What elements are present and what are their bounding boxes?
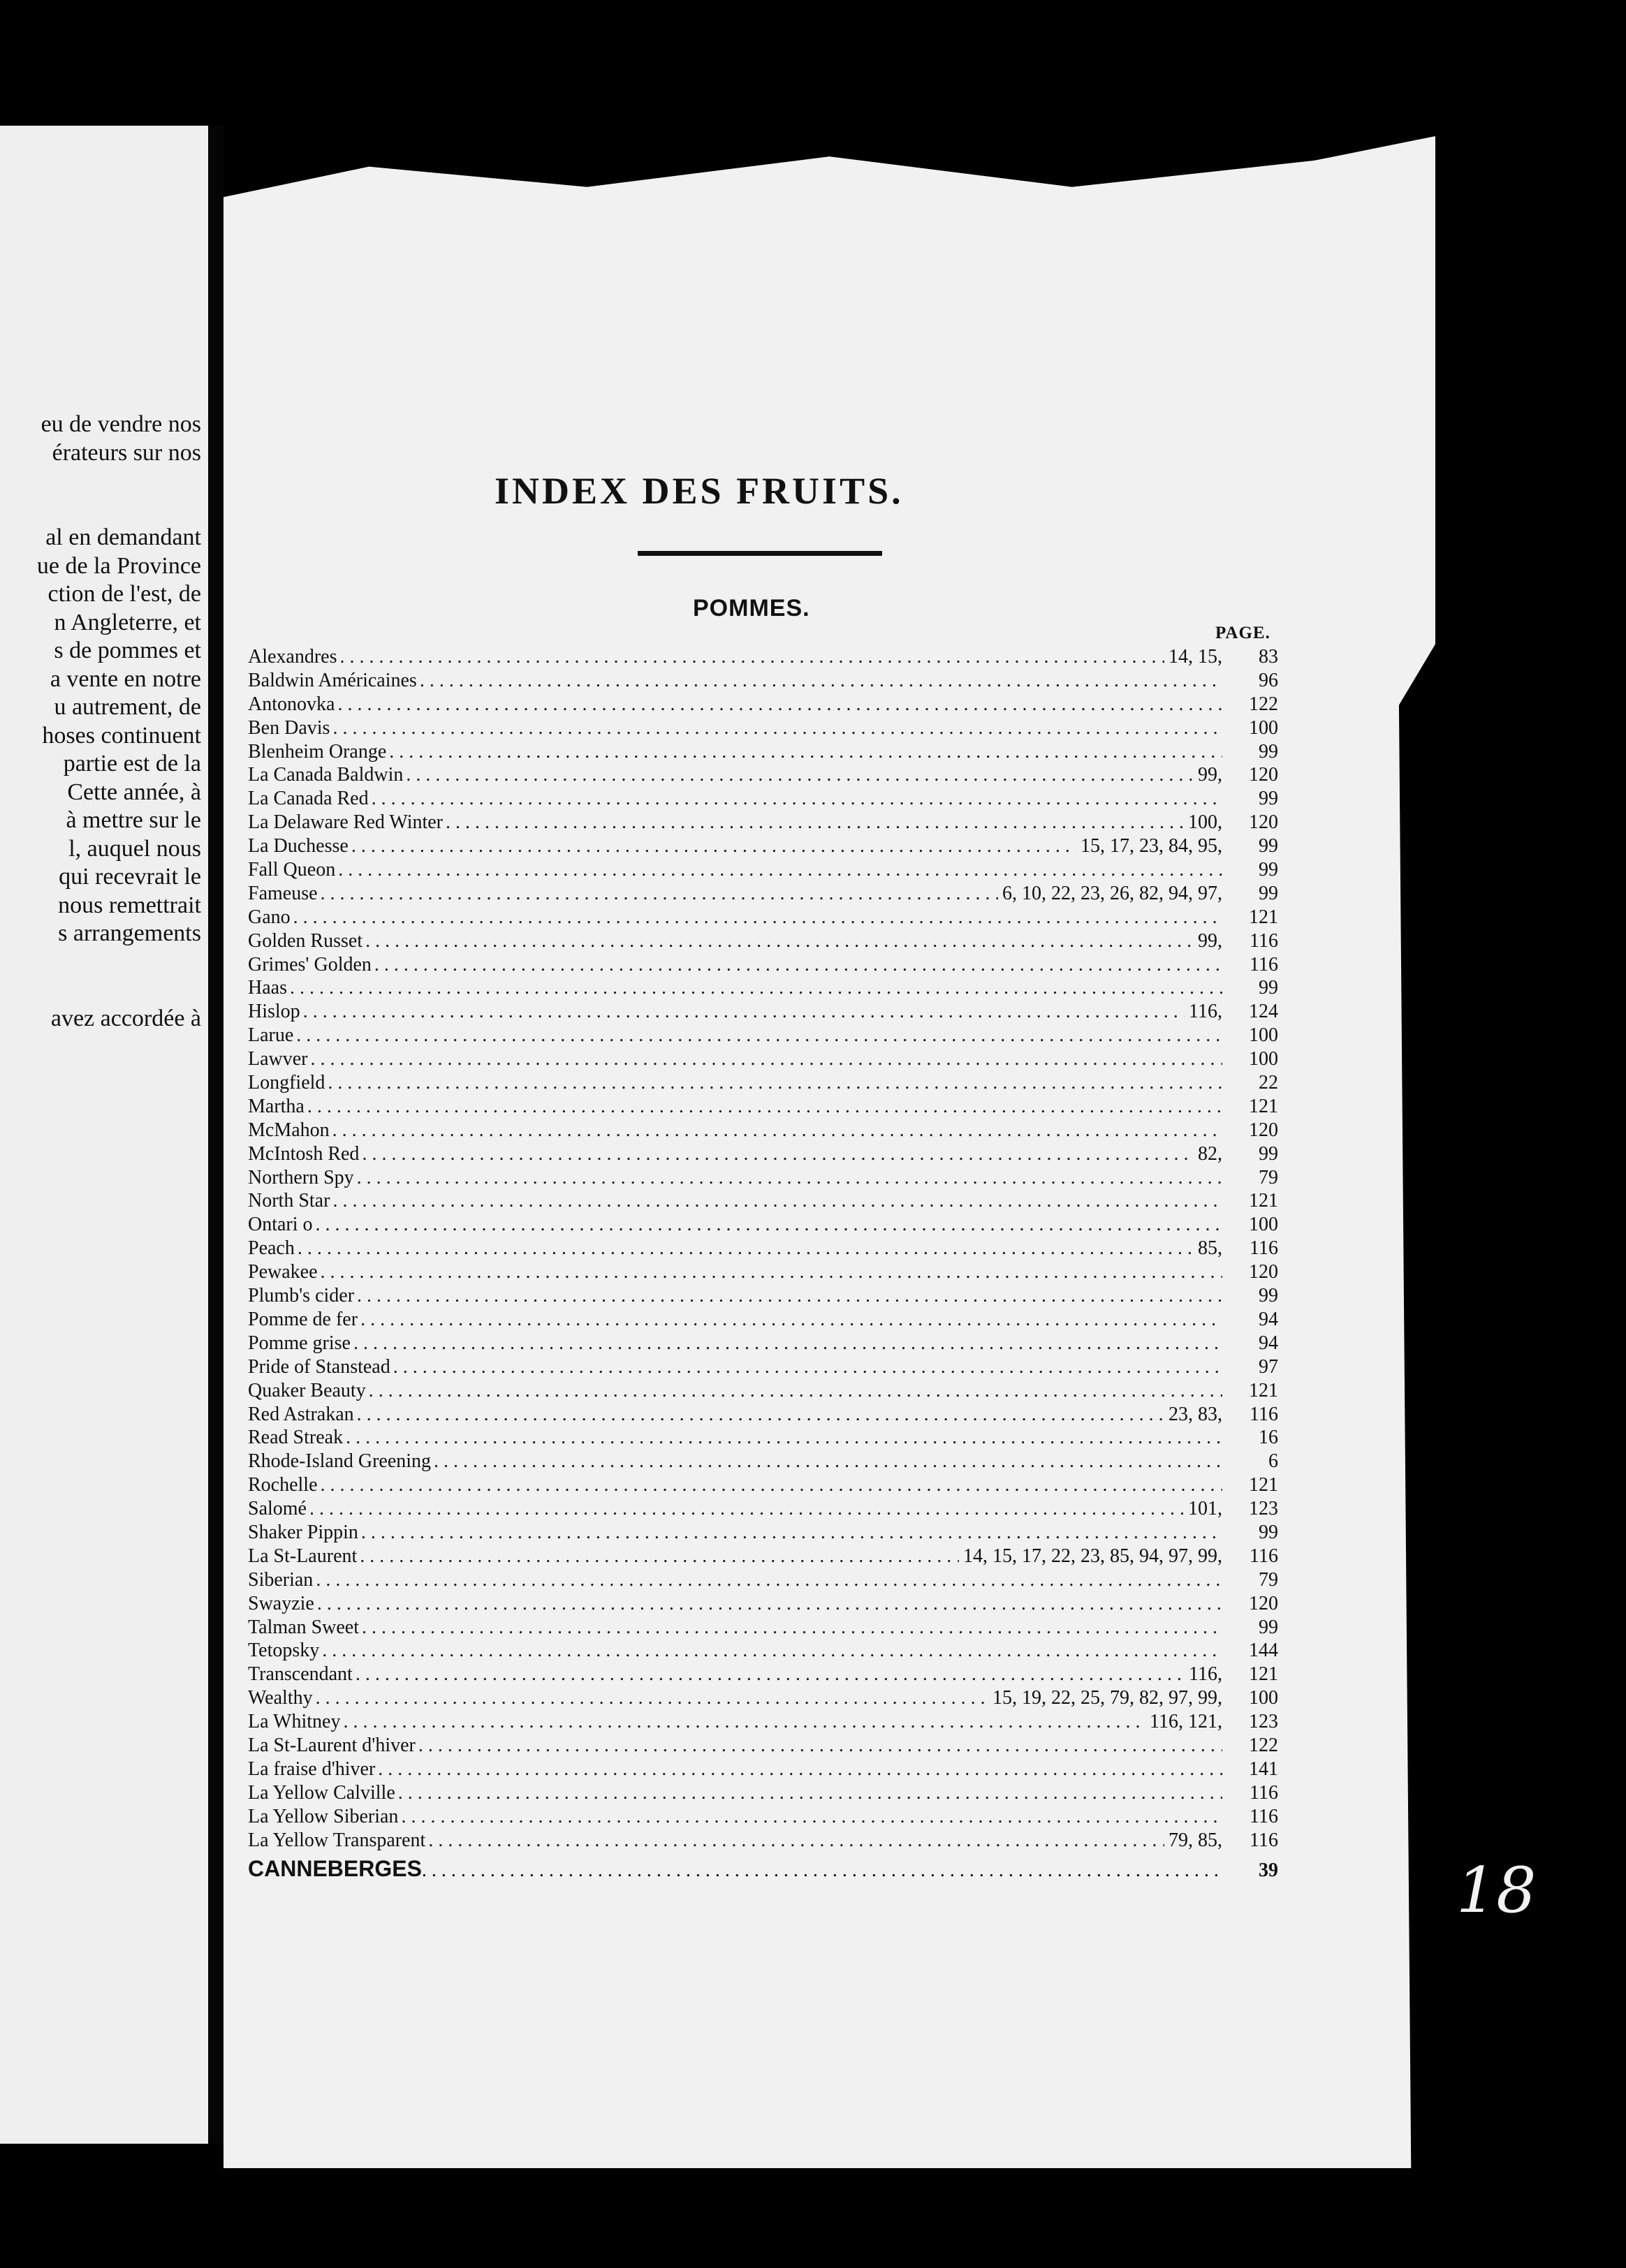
leader-dots: [303, 1000, 1185, 1024]
entry-page: 116: [1250, 929, 1278, 952]
entry-name: CANNEBERGES: [248, 1856, 422, 1881]
leader-dots: [365, 929, 1194, 953]
entry-name: La St-Laurent d'hiver: [248, 1734, 416, 1756]
leader-dots: [356, 1663, 1185, 1686]
entry-page: 100: [1249, 1048, 1278, 1070]
index-entry: [248, 1142, 1278, 1166]
page-column-header: PAGE.: [1215, 624, 1270, 642]
index-entry: [248, 1734, 1278, 1758]
leader-dots: [332, 1119, 1222, 1142]
left-page-line: ction de l'est, de: [47, 581, 201, 607]
entry-name: North Star: [248, 1190, 330, 1212]
index-entry: [248, 1781, 1278, 1805]
entry-page: 99: [1259, 1285, 1278, 1307]
entry-page: 99: [1259, 788, 1278, 810]
entry-name: La Whitney: [248, 1711, 341, 1733]
entry-name: Pewakee: [248, 1261, 318, 1283]
leader-dots: [296, 1024, 1222, 1047]
leader-dots: [321, 1260, 1222, 1284]
leader-dots: [393, 1355, 1222, 1379]
entry-name: La Duchesse: [248, 835, 349, 857]
leader-dots: [309, 1497, 1184, 1521]
leader-dots: [340, 645, 1164, 669]
entry-name: La Delaware Red Winter: [248, 811, 444, 834]
entry-page: 99: [1259, 740, 1278, 763]
leader-dots: [357, 1166, 1222, 1190]
leader-dots: [446, 811, 1184, 834]
index-entry: [248, 1260, 1278, 1284]
entry-name: Swayzie: [248, 1592, 314, 1614]
entry-page: 121: [1249, 906, 1278, 928]
entry-page: 123: [1249, 1711, 1278, 1733]
left-page-line: [0, 976, 201, 1005]
entry-name: Ontari o: [248, 1214, 313, 1236]
entry-page: 99: [1259, 835, 1278, 857]
left-page-line: al en demandant: [45, 524, 201, 550]
index-entry: [248, 1332, 1278, 1355]
entry-name: Gano: [248, 906, 291, 928]
leader-dots: [353, 1332, 1222, 1355]
index-entry: [248, 787, 1278, 811]
entry-page: 121: [1249, 1095, 1278, 1117]
left-page-line: eu de vendre nos: [41, 411, 201, 437]
index-entry: [248, 1379, 1278, 1403]
leader-dots: [369, 1379, 1222, 1403]
index-entry: [248, 1568, 1278, 1592]
left-page-line: [0, 496, 201, 524]
leader-dots: [389, 740, 1222, 764]
leader-dots: [317, 1592, 1222, 1616]
entry-name: Northern Spy: [248, 1166, 354, 1188]
index-entry: [248, 1450, 1278, 1473]
entry-page: 120: [1249, 811, 1278, 834]
index-entry: [248, 953, 1278, 977]
entry-refs: 100,: [1188, 811, 1222, 834]
entry-refs: 116,: [1189, 1663, 1222, 1686]
entry-name: McIntosh Red: [248, 1142, 360, 1165]
entry-page: 79: [1259, 1166, 1278, 1188]
index-entry: [248, 1024, 1278, 1047]
left-page-line: s de pommes et: [54, 638, 201, 663]
index-entry: [248, 1000, 1278, 1024]
entry-page: 122: [1249, 693, 1278, 715]
index-entry: [248, 1710, 1278, 1734]
leader-dots: [361, 1521, 1222, 1545]
left-page-line: hoses continuent: [42, 722, 201, 749]
section-heading: POMMES.: [693, 595, 810, 621]
entry-refs: 6, 10, 22, 23, 26, 82, 94, 97,: [1002, 882, 1222, 904]
leader-dots: [434, 1450, 1222, 1473]
index-entry: [248, 1521, 1278, 1545]
left-page-fragment: [0, 126, 208, 2144]
leader-dots: [362, 1142, 1194, 1166]
entry-name: Quaker Beauty: [248, 1379, 366, 1401]
entry-name: Golden Russet: [248, 929, 363, 952]
title-rule: [638, 551, 882, 556]
entry-name: Grimes' Golden: [248, 953, 372, 975]
leader-dots: [360, 1545, 959, 1568]
entry-page: 121: [1249, 1663, 1278, 1686]
leader-dots: [316, 1686, 988, 1710]
entry-refs: 15, 19, 22, 25, 79, 82, 97, 99,: [993, 1687, 1222, 1709]
index-entry: [248, 1805, 1278, 1829]
leader-dots: [298, 1237, 1194, 1260]
index-entry: [248, 1189, 1278, 1213]
entry-page: 116: [1250, 1829, 1278, 1851]
entry-page: 120: [1249, 1261, 1278, 1283]
entry-page: 100: [1249, 1214, 1278, 1236]
left-page-line: a vente en notre: [50, 665, 201, 692]
index-entry: [248, 1473, 1278, 1497]
leader-dots: [401, 1805, 1222, 1829]
entry-page: 116: [1250, 953, 1278, 975]
entry-page: 120: [1249, 764, 1278, 786]
leader-dots: [311, 1047, 1222, 1071]
leader-dots: [428, 1829, 1164, 1853]
entry-page: 39: [1259, 1860, 1278, 1881]
index-entry: [248, 1355, 1278, 1379]
entry-name: La Yellow Transparent: [248, 1829, 426, 1851]
index-entry: [248, 1545, 1278, 1568]
entry-name: Baldwin Américaines: [248, 669, 417, 691]
entry-page: 124: [1249, 1001, 1278, 1023]
entry-page: 96: [1259, 669, 1278, 691]
entry-page: 121: [1249, 1474, 1278, 1496]
leader-dots: [338, 858, 1222, 882]
left-page-line: u autrement, de: [54, 694, 201, 720]
index-entry: [248, 716, 1278, 740]
left-page-line: s arrangements: [58, 920, 201, 946]
entry-page: 94: [1259, 1308, 1278, 1330]
entry-page: 99: [1259, 882, 1278, 904]
entry-name: Alexandres: [248, 646, 337, 668]
leader-dots: [362, 1616, 1222, 1640]
entry-name: McMahon: [248, 1119, 330, 1141]
leader-dots: [360, 1308, 1222, 1332]
leader-dots: [372, 787, 1222, 811]
entry-name: La St-Laurent: [248, 1545, 358, 1567]
entry-name: Peach: [248, 1237, 295, 1260]
entry-refs: 85,: [1198, 1237, 1222, 1260]
entry-page: 79: [1259, 1568, 1278, 1591]
entry-refs: 99,: [1198, 764, 1222, 786]
entry-page: 100: [1249, 1024, 1278, 1047]
index-entry: [248, 1119, 1278, 1142]
left-page-line: à mettre sur le: [66, 807, 201, 833]
canneberges-entry: [248, 1856, 1278, 1882]
leader-dots: [357, 1284, 1222, 1308]
index-entry: [248, 1403, 1278, 1427]
entry-page: 120: [1249, 1592, 1278, 1614]
handwritten-mark: 18: [1456, 1854, 1537, 1927]
entry-name: Martha: [248, 1095, 305, 1117]
entry-name: Siberian: [248, 1568, 314, 1591]
left-page-line: érateurs sur nos: [52, 439, 201, 466]
entry-name: Tetopsky: [248, 1640, 320, 1662]
index-entry: [248, 811, 1278, 834]
index-entry: [248, 740, 1278, 764]
entry-name: La fraise d'hiver: [248, 1758, 376, 1780]
leader-dots: [406, 763, 1194, 787]
index-entry: [248, 882, 1278, 906]
index-entry: [248, 1686, 1278, 1710]
entry-name: La Canada Red: [248, 788, 369, 810]
leader-dots: [422, 1860, 1222, 1882]
leader-dots: [328, 1071, 1222, 1095]
entry-page: 83: [1259, 646, 1278, 668]
left-page-line: [0, 948, 201, 977]
leader-dots: [321, 1473, 1222, 1497]
entry-refs: 101,: [1188, 1498, 1222, 1520]
entry-name: Ben Davis: [248, 716, 330, 739]
entry-name: La Yellow Siberian: [248, 1805, 399, 1827]
index-entry: [248, 645, 1278, 669]
entry-page: 100: [1249, 716, 1278, 739]
entry-name: Pride of Stanstead: [248, 1355, 390, 1378]
entry-name: Plumb's cider: [248, 1285, 355, 1307]
index-entry: [248, 976, 1278, 1000]
index-entry: [248, 906, 1278, 929]
entry-name: Longfield: [248, 1072, 325, 1094]
leader-dots: [307, 1095, 1222, 1119]
index-entry: [248, 763, 1278, 787]
entry-page: 100: [1249, 1687, 1278, 1709]
leader-dots: [322, 1639, 1222, 1663]
entry-page: 6: [1268, 1450, 1278, 1473]
entry-name: Talman Sweet: [248, 1616, 359, 1638]
entry-page: 16: [1259, 1427, 1278, 1449]
entry-name: Lawver: [248, 1048, 308, 1070]
left-page-line: ue de la Province: [36, 552, 201, 579]
entry-refs: 79, 85,: [1169, 1829, 1222, 1851]
leader-dots: [351, 834, 1076, 858]
leader-dots: [290, 976, 1222, 1000]
entry-name: Antonovka: [248, 693, 335, 715]
leader-dots: [420, 669, 1222, 693]
entry-name: Pomme grise: [248, 1332, 351, 1354]
entry-name: Fameuse: [248, 882, 318, 904]
entry-page: 116: [1250, 1545, 1278, 1567]
left-page-line: l, auquel nous: [68, 835, 201, 862]
left-page-line: nous remettrait: [58, 892, 201, 918]
entry-page: 99: [1259, 1521, 1278, 1543]
entry-page: 141: [1249, 1758, 1278, 1780]
index-entry: [248, 1758, 1278, 1781]
entry-page: 116: [1250, 1237, 1278, 1260]
index-entry: [248, 1047, 1278, 1071]
left-page-line: [0, 467, 201, 496]
entry-page: 144: [1249, 1640, 1278, 1662]
index-entry: [248, 929, 1278, 953]
leader-dots: [337, 693, 1222, 716]
left-page-line: partie est de la: [63, 751, 201, 776]
index-entry: [248, 834, 1278, 858]
leader-dots: [343, 1710, 1145, 1734]
index-entry: [248, 1284, 1278, 1308]
entry-name: Shaker Pippin: [248, 1521, 358, 1543]
index-entry: [248, 693, 1278, 716]
entry-page: 97: [1259, 1355, 1278, 1378]
entry-refs: 15, 17, 23, 84, 95,: [1081, 835, 1222, 857]
entry-name: Wealthy: [248, 1687, 313, 1709]
left-page-line: qui recevrait le: [59, 864, 201, 890]
entry-name: Salomé: [248, 1498, 307, 1520]
entry-page: 120: [1249, 1119, 1278, 1141]
leader-dots: [346, 1426, 1222, 1450]
entry-page: 116: [1250, 1805, 1278, 1827]
index-entry: [248, 1829, 1278, 1853]
entry-page: 94: [1259, 1332, 1278, 1354]
entry-page: 123: [1249, 1498, 1278, 1520]
entry-page: 121: [1249, 1379, 1278, 1401]
entry-page: 22: [1259, 1072, 1278, 1094]
entry-page: 122: [1249, 1734, 1278, 1756]
leader-dots: [316, 1213, 1222, 1237]
leader-dots: [316, 1568, 1222, 1592]
left-page-line: avez accordée à: [50, 1005, 201, 1031]
entry-name: Read Streak: [248, 1427, 344, 1449]
leader-dots: [321, 882, 998, 906]
index-entry: [248, 1616, 1278, 1640]
leader-dots: [293, 906, 1222, 929]
entry-refs: 116, 121,: [1150, 1711, 1222, 1733]
entry-name: Red Astrakan: [248, 1403, 354, 1425]
entry-page: 121: [1249, 1190, 1278, 1212]
leader-dots: [332, 716, 1222, 740]
leader-dots: [374, 953, 1222, 977]
entry-name: Larue: [248, 1024, 294, 1047]
index-entry: [248, 1308, 1278, 1332]
leader-dots: [418, 1734, 1222, 1758]
entry-page: 99: [1259, 859, 1278, 881]
index-entry: [248, 1639, 1278, 1663]
leader-dots: [332, 1189, 1222, 1213]
entry-page: 116: [1250, 1403, 1278, 1425]
entry-page: 116: [1250, 1781, 1278, 1804]
entry-refs: 116,: [1189, 1001, 1222, 1023]
index-entry: [248, 1166, 1278, 1190]
entry-name: Rochelle: [248, 1474, 318, 1496]
entry-name: Rhode-Island Greening: [248, 1450, 432, 1473]
entry-name: La Yellow Calville: [248, 1781, 395, 1804]
index-entry: [248, 1213, 1278, 1237]
left-page-text: [0, 411, 201, 1033]
entry-refs: 82,: [1198, 1142, 1222, 1165]
entry-name: Pomme de fer: [248, 1308, 358, 1330]
entry-name: Haas: [248, 977, 287, 999]
index-entry: [248, 1095, 1278, 1119]
index-entry: [248, 1663, 1278, 1686]
leader-dots: [357, 1403, 1164, 1427]
entry-name: Fall Queon: [248, 859, 336, 881]
left-page-line: Cette année, à: [67, 779, 201, 805]
index-entry: [248, 1426, 1278, 1450]
entry-refs: 99,: [1198, 929, 1222, 952]
index-entry: [248, 1592, 1278, 1616]
entry-refs: 23, 83,: [1169, 1403, 1222, 1425]
entry-name: Blenheim Orange: [248, 740, 387, 763]
entry-refs: 14, 15, 17, 22, 23, 85, 94, 97, 99,: [963, 1545, 1222, 1567]
index-entry: [248, 669, 1278, 693]
entry-name: La Canada Baldwin: [248, 764, 404, 786]
entry-name: Hislop: [248, 1001, 300, 1023]
book-gutter: [208, 126, 224, 2144]
entry-page: 99: [1259, 1616, 1278, 1638]
index-entry: [248, 858, 1278, 882]
entry-page: 99: [1259, 977, 1278, 999]
left-page-line: n Angleterre, et: [54, 609, 201, 635]
fruit-index-list: [248, 645, 1278, 1852]
entry-page: 99: [1259, 1142, 1278, 1165]
leader-dots: [398, 1781, 1222, 1805]
entry-name: Transcendant: [248, 1663, 353, 1686]
index-entry: [248, 1497, 1278, 1521]
index-entry: [248, 1237, 1278, 1260]
entry-refs: 14, 15,: [1169, 646, 1222, 668]
index-entry: [248, 1071, 1278, 1095]
leader-dots: [378, 1758, 1222, 1781]
